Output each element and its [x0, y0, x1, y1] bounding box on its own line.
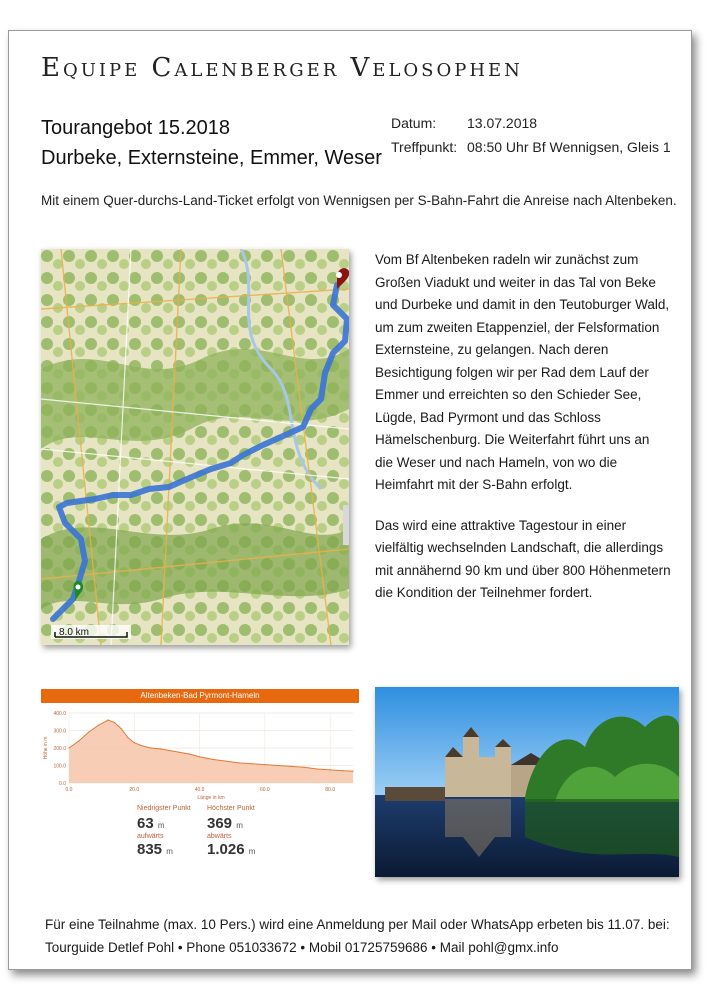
lowest-point-label: Niedrigster Punkt [137, 805, 191, 812]
ascent-label: aufwärts [137, 833, 164, 840]
elevation-point [277, 765, 278, 766]
descent-label: abwärts [207, 833, 232, 840]
contact-line: Tourguide Detlef Pohl • Phone 051033672 • Mobil 01725759686 • Mail pohl@gmx.info [45, 940, 559, 955]
elevation-point [108, 719, 109, 720]
x-tick-label: 40.0 [194, 787, 205, 793]
y-tick-label: 0.0 [59, 781, 66, 787]
tour-description [375, 249, 671, 623]
elevation-point [134, 742, 135, 743]
elevation-point [160, 748, 161, 749]
description-paragraph-1: Vom Bf Altenbeken radeln wir zunächst zum Großen Viadukt und weiter in das Tal von Beke und Durbeke und damit in den Teutoburger Wald, um zum zweiten Etappenziel, der Felsformation Externsteine, zu gelangen. Nach deren Besichtigung folgen wir per Rad dem Lauf der Emmer und erreichten so den Schieder See, Lügde, Bad Pyrmont und das Schloss Hämelschenburg. Die Weiterfahrt führt uns an die Weser und nach Hameln, von wo die Heimfahrt mit der S-Bahn erfolgt. [375, 252, 670, 492]
elevation-point [98, 725, 99, 726]
y-tick-label: 200.0 [53, 746, 66, 752]
elevation-point [303, 767, 304, 768]
x-tick-label: 20.0 [129, 787, 140, 793]
map-drag-handle[interactable] [343, 505, 349, 545]
lowest-point-value: 63 m [137, 815, 165, 832]
club-name: Equipe Calenberger Velosophen [41, 53, 523, 83]
route-map [41, 249, 349, 645]
tour-number: Tourangebot 15.2018 [41, 117, 231, 139]
castle-photo [375, 687, 679, 877]
date-row [391, 111, 671, 135]
date-label: Datum: [391, 115, 437, 131]
tour-route: Durbeke, Externsteine, Emmer, Weser [41, 147, 382, 169]
x-tick-label: 0.0 [65, 787, 73, 793]
elevation-point [68, 747, 69, 748]
elevation-area [69, 720, 353, 783]
elevation-point [114, 722, 115, 723]
meeting-label: Treffpunkt: [391, 139, 458, 155]
map-scale-label: 8.0 km [59, 627, 90, 638]
descent-value: 1.026 m [207, 841, 256, 858]
elevation-point [352, 771, 353, 772]
elevation-point [189, 754, 190, 755]
elevation-point [225, 761, 226, 762]
elevation-point [290, 766, 291, 767]
highest-point-value: 369 m [207, 815, 243, 832]
registration-note: Für eine Teilnahme (max. 10 Pers.) wird eine Anmeldung per Mail oder WhatsApp erbeten bis 11.07. bei: [45, 917, 670, 932]
elevation-point [251, 763, 252, 764]
elevation-point [140, 745, 141, 746]
elevation-point [121, 728, 122, 729]
elevation-point [88, 732, 89, 733]
elevation-point [264, 764, 265, 765]
flyer-page [8, 30, 692, 970]
x-axis-label: Länge in km [197, 795, 225, 801]
elevation-point [179, 752, 180, 753]
y-tick-label: 400.0 [53, 711, 66, 717]
y-tick-label: 300.0 [53, 728, 66, 735]
elevation-point [78, 740, 79, 741]
y-axis-label: Höhe in m [43, 736, 49, 760]
highest-point-label: Höchster Punkt [207, 805, 255, 812]
elevation-point [127, 737, 128, 738]
elevation-point [238, 762, 239, 763]
date-value: 13.07.2018 [467, 115, 538, 131]
elevation-point [199, 756, 200, 757]
description-paragraph-2: Das wird eine attraktive Tagestour in einer vielfältig wechselnden Landschaft, die allerdings mit annähernd 90 km und über 800 Höhenmetern die Kondition der Teilnehmer fordert. [375, 517, 671, 600]
x-tick-label: 80.0 [325, 787, 336, 793]
elevation-point [150, 747, 151, 748]
elevation-point [212, 759, 213, 760]
tour-title [41, 113, 382, 173]
profile-title: Altenbeken-Bad Pyrmont-Hameln [41, 689, 359, 703]
meeting-value: 08:50 Uhr Bf Wennigsen, Gleis 1 [467, 139, 671, 155]
elevation-profile [41, 689, 359, 889]
elevation-point [343, 770, 344, 771]
y-tick-label: 100.0 [53, 763, 66, 770]
tour-meta [391, 111, 671, 159]
intro-text: Mit einem Quer-durchs-Land-Ticket erfolgt von Wennigsen per S-Bahn-Fahrt die Anreise nach Altenbeken. [41, 193, 677, 208]
elevation-point [316, 768, 317, 769]
elevation-point [330, 769, 331, 770]
footer [45, 913, 670, 959]
ascent-value: 835 m [137, 841, 173, 858]
x-tick-label: 60.0 [259, 787, 270, 793]
route-map-graphic [41, 249, 349, 645]
profile-chart [41, 703, 359, 803]
meeting-row [391, 135, 671, 159]
elevation-point [170, 750, 171, 751]
